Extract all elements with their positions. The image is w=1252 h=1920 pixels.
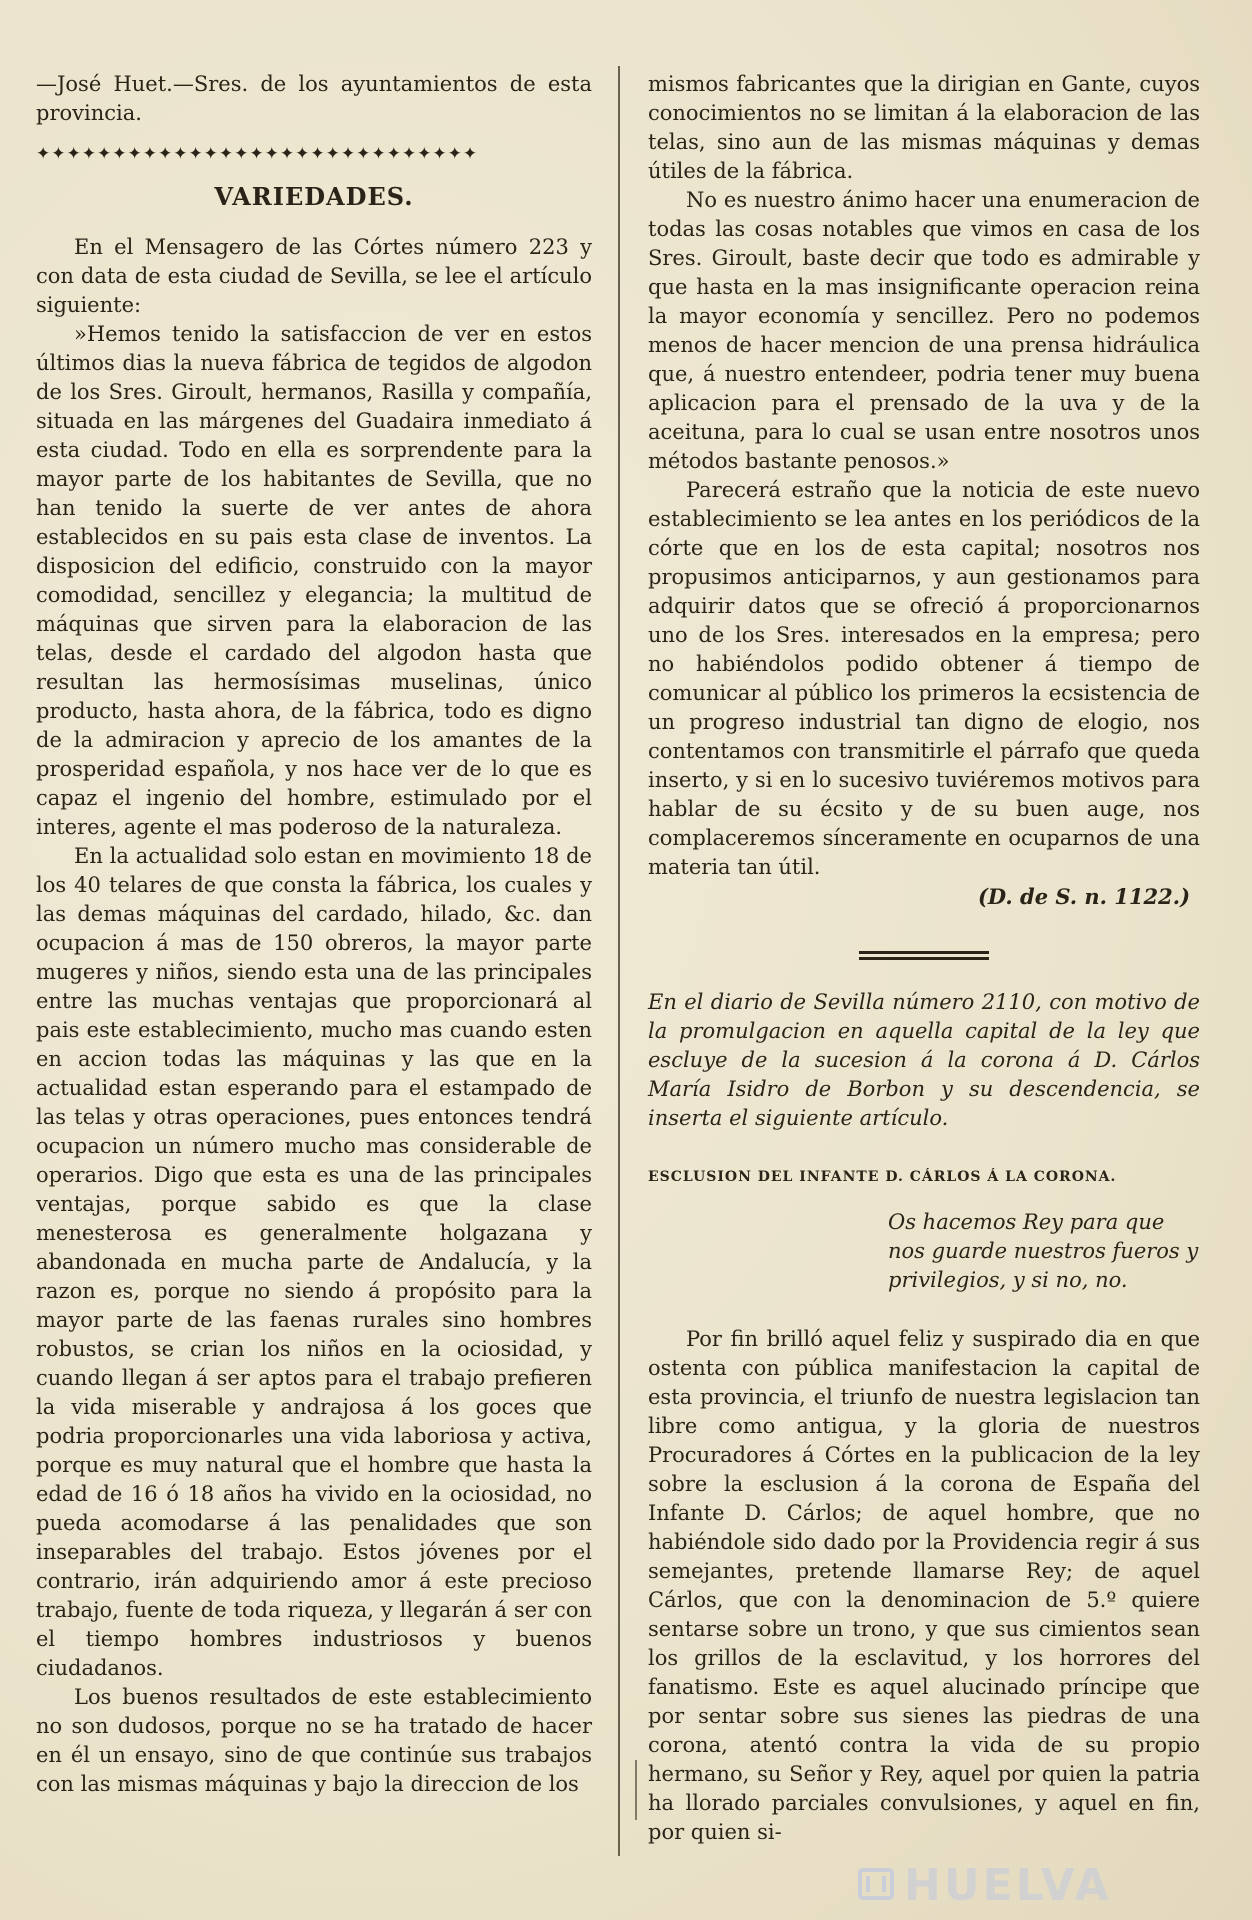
- margin-mark: [635, 1760, 637, 1820]
- left-paragraph-2: »Hemos tenido la satisfaccion de ver en estos últimos dias la nueva fábrica de tegidos de algodon de los Sres. Giroult, hermanos, Rasilla y compañía, situada en las márgenes del Guadaira inmediato á esta ciudad. Todo en ella es sorprendente para la mayor parte de los habitantes de Sevilla, que no han tenido la suerte de ver antes de ahora establecidos en su pais esta clase de inventos. La disposicion del edificio, construido con la mayor comodidad, sencillez y elegancia; la multitud de máquinas que sirven para la elaboracion de las telas, desde el cardado del algodon hasta que resultan las hermosísimas muselinas, único producto, hasta ahora, de la fábrica, todo es digno de la admiracion y aprecio de los amantes de la prosperidad española, y nos hace ver de lo que es capaz el ingenio del hombre, estimulado por el interes, agente el mas poderoso de la naturaleza.: [36, 322, 592, 839]
- editorial-note: En el diario de Sevilla número 2110, con motivo de la promulgacion en aquella capital de la ley que escluye de la sucesion á la corona á D. Cárlos María Isidro de Borbon y su descendencia, se inserta el siguiente artículo.: [648, 990, 1200, 1130]
- archive-logo-icon: [856, 1864, 896, 1904]
- left-paragraph-1: En el Mensagero de las Córtes número 223 y con data de esta ciudad de Sevilla, se lee el artículo siguiente:: [36, 235, 592, 317]
- right-paragraph-3: Parecerá estraño que la noticia de este nuevo establecimiento se lea antes en los periódicos de la córte que en los de esta capital; nosotros nos propusimos anticiparnos, y aun gestionamos para adquirir datos que se ofreció á proporcionarnos uno de los Sres. interesados en la empresa; pero no habiéndolos podido obtener á tiempo de comunicar al público los primeros la ecsistencia de un progreso industrial tan digno de elogio, nos contentamos con transmitirle el párrafo que queda inserto, y si en lo sucesivo tuviéremos motivos para hablar de su écsito y de su buen auge, nos complaceremos sínceramente en ocuparnos de una materia tan útil.: [648, 478, 1200, 879]
- article-heading: ESCLUSION DEL INFANTE D. CÁRLOS Á LA CORONA.: [648, 1169, 1117, 1185]
- right-paragraph-4: Por fin brilló aquel feliz y suspirado dia en que ostenta con pública manifestacion la capital de esta provincia, el triunfo de nuestra legislacion tan libre como antigua, y la gloria de nuestros Procuradores á Córtes en la publicacion de la ley sobre la esclusion á la corona de España del Infante D. Cárlos; de aquel hombre, que no habiéndole sido dado por la Providencia regir á sus semejantes, pretende llamarse Rey; de aquel Cárlos, que con la denominacion de 5.º quiere sentarse sobre un trono, y que sus cimientos sean los grillos de la esclavitud, y los horrores del fanatismo. Este es aquel alucinado príncipe que por sentar sobre sus sienes las piedras de una corona, atentó contra la vida de su propio hermano, su Señor y Rey, aquel por quien la patria ha llorado parciales convulsiones, y aquel en fin, por quien si-: [648, 1327, 1200, 1844]
- epigraph: Os hacemos Rey para que nos guarde nuestros fueros y privilegios, y si no, no.: [888, 1210, 1199, 1292]
- ornamental-rule: ✦✦✦✦✦✦✦✦✦✦✦✦✦✦✦✦✦✦✦✦✦✦✦✦✦✦✦✦✦: [36, 144, 479, 164]
- column-divider: [618, 66, 620, 1856]
- left-column: [36, 70, 592, 1799]
- double-rule-divider: [859, 951, 989, 960]
- left-top-line: —José Huet.—Sres. de los ayuntamientos de esta provincia.: [36, 72, 592, 125]
- right-paragraph-1: mismos fabricantes que la dirigian en Gante, cuyos conocimientos no se limitan á la elaboracion de las telas, sino aun de las mismas máquinas y demas útiles de la fábrica.: [648, 72, 1200, 183]
- section-heading-variedades: VARIEDADES.: [214, 182, 414, 211]
- left-paragraph-4: Los buenos resultados de este establecimiento no son dudosos, porque no se ha tratado de hacer en él un ensayo, sino de que continúe sus trabajos con las mismas máquinas y bajo la direccion de los: [36, 1685, 592, 1796]
- right-column: [648, 70, 1200, 1847]
- right-paragraph-2: No es nuestro ánimo hacer una enumeracion de todas las cosas notables que vimos en casa de los Sres. Giroult, baste decir que todo es admirable y que hasta en la mas insignificante operacion reina la mayor economía y sencillez. Pero no podemos menos de hacer mencion de una prensa hidráulica que, á nuestro entendeer, podria tener muy buena aplicacion para el prensado de la uva y de la aceituna, para lo cual se usan entre nosotros unos métodos bastante penosos.»: [648, 188, 1200, 473]
- left-paragraph-3: En la actualidad solo estan en movimiento 18 de los 40 telares de que consta la fábrica, los cuales y las demas máquinas del cardado, hilado, &c. dan ocupacion á mas de 150 obreros, la mayor parte mugeres y niños, siendo esta una de las principales entre las muchas ventajas que proporcionará al pais este establecimiento, mucho mas cuando esten en accion todas las máquinas y las que en la actualidad estan esperando para el estampado de las telas y otras operaciones, pues entonces tendrá ocupacion un número mucho mas considerable de operarios. Digo que esta es una de las principales ventajas, porque sabido es que la clase menesterosa es generalmente holgazana y abandonada en mucha parte de Andalucía, y la razon es, porque no siendo á propósito para la mayor parte de las faenas rurales sino hombres robustos, se crian los niños en la ociosidad, y cuando llegan á ser aptos para el trabajo prefieren la vida miserable y andrajosa á los goces que podria proporcionarles una vida laboriosa y activa, porque es muy natural que el hombre que hasta la edad de 16 ó 18 años ha vivido en la ociosidad, no pueda acomodarse á las penalidades que son inseparables del trabajo. Estos jóvenes por el contrario, irán adquiriendo amor á este precioso trabajo, fuente de toda riqueza, y llegarán á ser con el tiempo hombres industriosos y buenos ciudadanos.: [36, 844, 592, 1680]
- archive-watermark: HUELVA: [904, 1860, 1112, 1911]
- source-attribution: (D. de S. n. 1122.): [978, 884, 1190, 909]
